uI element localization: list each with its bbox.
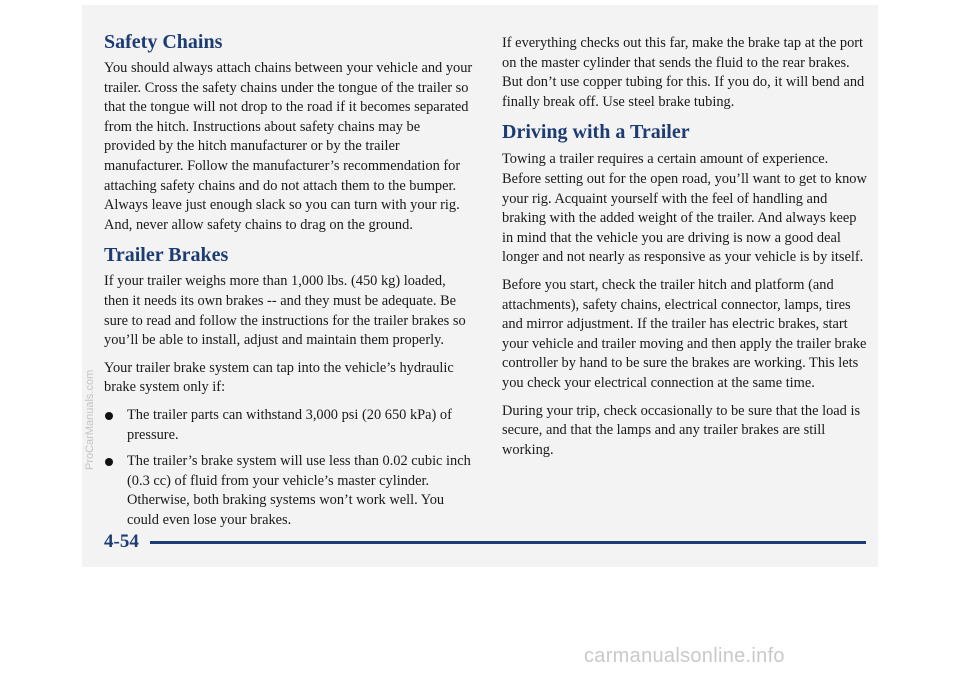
list-item (104, 406, 474, 445)
driving-experience-paragraph: Towing a trailer requires a certain amount of experience. Before setting out for the open road, you’ll want to get to know your rig. Acquaint yourself with the feel of handling and braking with the added weight of the trailer. And always keep in mind that the vehicle you are driving is now a good deal longer and not nearly as responsive as your vehicle is by itself. (502, 151, 867, 266)
trailer-brakes-paragraph: If your trailer weighs more than 1,000 lbs. (450 kg) loaded, then it needs its own brakes -- and they must be adequate. Be sure to read and follow the instructions for the trailer brakes so you’ll be able to install, adjust and maintain them properly. (104, 273, 466, 349)
list-item-text: The trailer parts can withstand 3,000 psi (20 650 kPa) of pressure. (127, 406, 452, 443)
trailer-brakes-heading: Trailer Brakes (104, 244, 229, 267)
list-item-text: The trailer’s brake system will use less than 0.02 cubic inch (0.3 cc) of fluid from your vehicle’s master cylinder. Otherwise, both braking systems won’t work well. You could even lose your brakes. (127, 453, 471, 528)
pre-trip-check-paragraph: Before you start, check the trailer hitch and platform (and attachments), safety chains, electrical connector, lamps, tires and mirror adjustment. If the trailer has electric brakes, start your vehicle and trailer moving and then apply the trailer brake controller by hand to be sure the brakes are working. This lets you check your electrical connection at the same time. (502, 276, 867, 391)
footer-divider (150, 541, 866, 544)
bottom-watermark: carmanualsonline.info (584, 645, 785, 667)
left-column (104, 30, 474, 537)
safety-chains-paragraph: You should always attach chains between your vehicle and your trailer. Cross the safety chains under the tongue of the trailer so that the tongue will not drop to the road if it becomes separated from the hitch. Instructions about safety chains may be provided by the hitch manufacturer or by the trailer manufacturer. Follow the manufacturer’s recommendation for attaching safety chains and do not attach them to the bumper. Always leave just enough slack so you can turn with your rig. And, never allow safety chains to drag on the ground. (104, 60, 473, 233)
hydraulic-brake-paragraph: Your trailer brake system can tap into the vehicle’s hydraulic brake system only if: (104, 359, 454, 396)
page-number: 4-54 (104, 531, 139, 552)
right-column (502, 34, 870, 468)
driving-with-trailer-heading: Driving with a Trailer (502, 121, 690, 144)
list-item (104, 452, 474, 530)
side-watermark: ProCarManuals.com (84, 369, 96, 470)
brake-requirements-list (104, 406, 474, 531)
bullet-icon (105, 458, 113, 466)
brake-tap-paragraph: If everything checks out this far, make the brake tap at the port on the master cylinder that sends the fluid to the rear brakes. But don’t use copper tubing for this. If you do, it will bend and finally break off. Use steel brake tubing. (502, 35, 865, 110)
safety-chains-heading: Safety Chains (104, 31, 223, 53)
during-trip-paragraph: During your trip, check occasionally to be sure that the load is secure, and that the lamps and any trailer brakes are still working. (502, 402, 861, 458)
bullet-icon (105, 412, 113, 420)
